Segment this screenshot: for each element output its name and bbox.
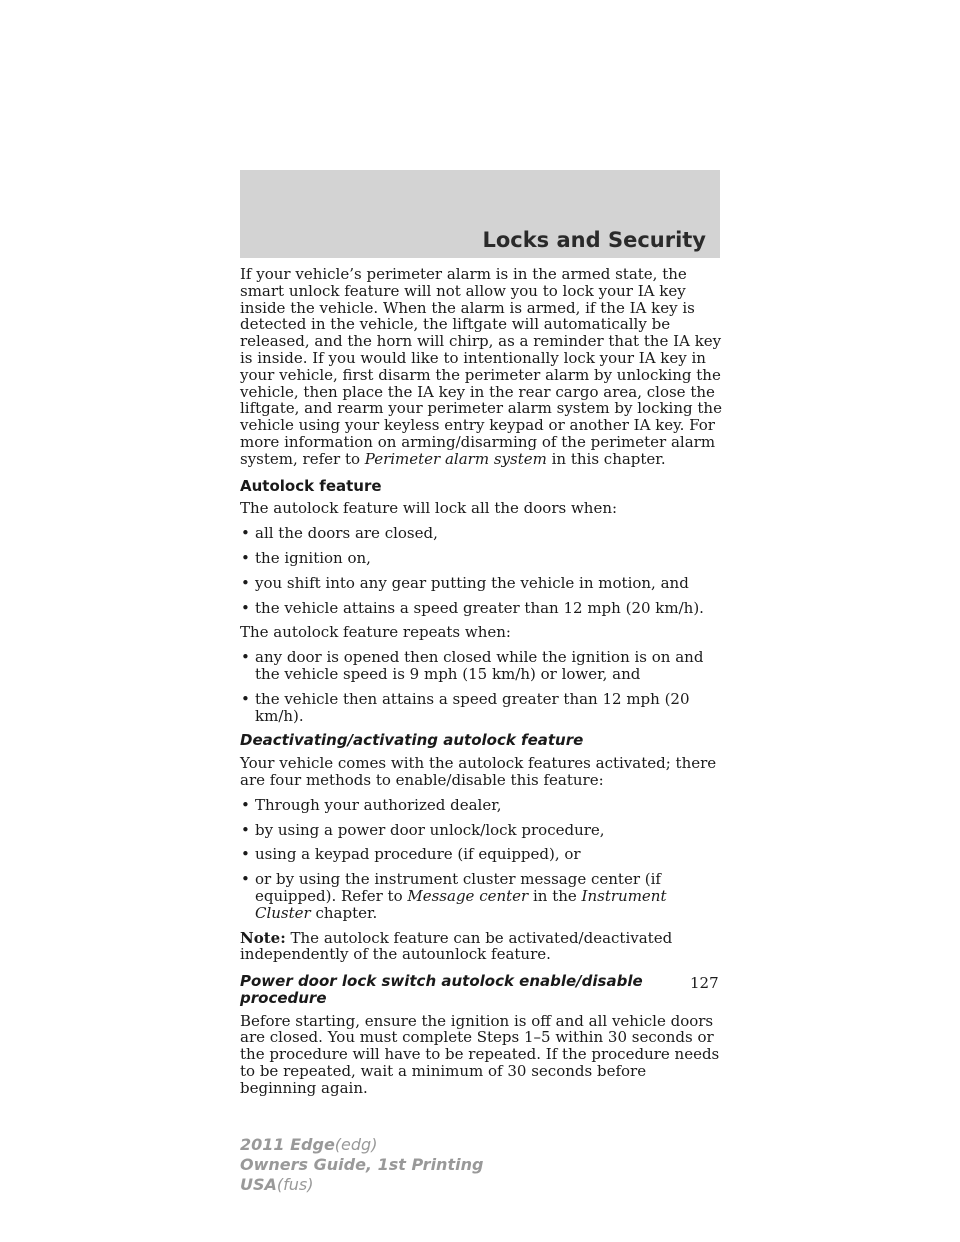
bullet-icon: • — [241, 845, 250, 864]
bullet-icon: • — [241, 524, 250, 543]
list-item: • or by using the instrument cluster message center (if equipped). Refer to Message center in the Instrument Cluster chapter. — [241, 870, 667, 922]
intro-paragraph: If your vehicle’s perimeter alarm is in the armed state, the smart unlock feature will not allow you to lock your IA key inside the vehicle. When the alarm is armed, if the IA key is detected in the vehicle, the liftgate will automatically be released, and the horn will chirp, as a reminder that the IA key is inside. If you would like to intentionally lock your IA key in your vehicle, first disarm the perimeter alarm by unlocking the vehicle, then place the IA key in the rear cargo area, close the liftgate, and rearm your perimeter alarm system by locking the vehicle using your keyless entry keypad or another IA key. For more information on arming/disarming of the perimeter alarm system, refer to Perimeter alarm system in this chapter. — [240, 265, 722, 468]
list-item: • the vehicle then attains a speed greater than 12 mph (20 km/h). — [241, 689, 690, 725]
footer-line-3: USA(fus) — [240, 1175, 314, 1194]
list-item: • the ignition on, — [241, 548, 371, 567]
bullet-icon: • — [241, 870, 250, 889]
page-number: 127 — [690, 974, 719, 992]
bullet-icon: • — [241, 820, 250, 839]
instrument-cluster-reference: Instrument Cluster — [255, 886, 667, 922]
methods-list — [240, 797, 722, 922]
autolock-lead: The autolock feature will lock all the doors when: — [240, 499, 618, 518]
chapter-header — [240, 170, 720, 258]
list-item: • all the doors are closed, — [241, 524, 438, 543]
footer-line-1: 2011 Edge(edg) — [240, 1135, 378, 1154]
footer — [240, 1135, 483, 1195]
message-center-reference: Message center — [407, 886, 529, 905]
list-item: • you shift into any gear putting the vehicle in motion, and — [241, 573, 689, 592]
footer-line-2: Owners Guide, 1st Printing — [240, 1155, 484, 1174]
bullet-icon: • — [241, 598, 250, 617]
list-item: • the vehicle attains a speed greater than 12 mph (20 km/h). — [241, 598, 704, 617]
page-content — [240, 266, 722, 1107]
power-lock-paragraph: Before starting, ensure the ignition is off and all vehicle doors are closed. You must complete Steps 1–5 within 30 seconds or the procedure will have to be repeated. If the procedure needs to be repeated, wait a minimum of 30 seconds before beginning again. — [240, 1011, 720, 1097]
list-item: • Through your authorized dealer, — [241, 795, 502, 814]
bullet-icon: • — [241, 795, 250, 814]
bullet-icon: • — [241, 689, 250, 708]
autolock-heading: Autolock feature — [240, 476, 382, 495]
deactivating-lead: Your vehicle comes with the autolock features activated; there are four methods to enable/disable this feature: — [240, 754, 717, 789]
deactivating-heading: Deactivating/activating autolock feature — [240, 731, 584, 750]
note-paragraph: Note: The autolock feature can be activated/deactivated independently of the autounlock feature. — [240, 928, 673, 964]
note-label: Note: — [240, 928, 286, 947]
autolock-repeat-lead: The autolock feature repeats when: — [240, 623, 511, 642]
list-item: • any door is opened then closed while the ignition is on and the vehicle speed is 9 mph (15 km/h) or lower, and — [241, 648, 704, 683]
bullet-icon: • — [241, 648, 250, 667]
autolock-repeat-list — [240, 649, 722, 724]
power-lock-heading: Power door lock switch autolock enable/disable procedure — [240, 972, 643, 1007]
chapter-title: Locks and Security — [482, 228, 706, 252]
list-item: • using a keypad procedure (if equipped), or — [241, 845, 581, 864]
bullet-icon: • — [241, 573, 250, 592]
list-item: • by using a power door unlock/lock procedure, — [241, 820, 605, 839]
perimeter-alarm-reference: Perimeter alarm system — [364, 449, 547, 468]
bullet-icon: • — [241, 548, 250, 567]
autolock-conditions-list — [240, 525, 722, 616]
